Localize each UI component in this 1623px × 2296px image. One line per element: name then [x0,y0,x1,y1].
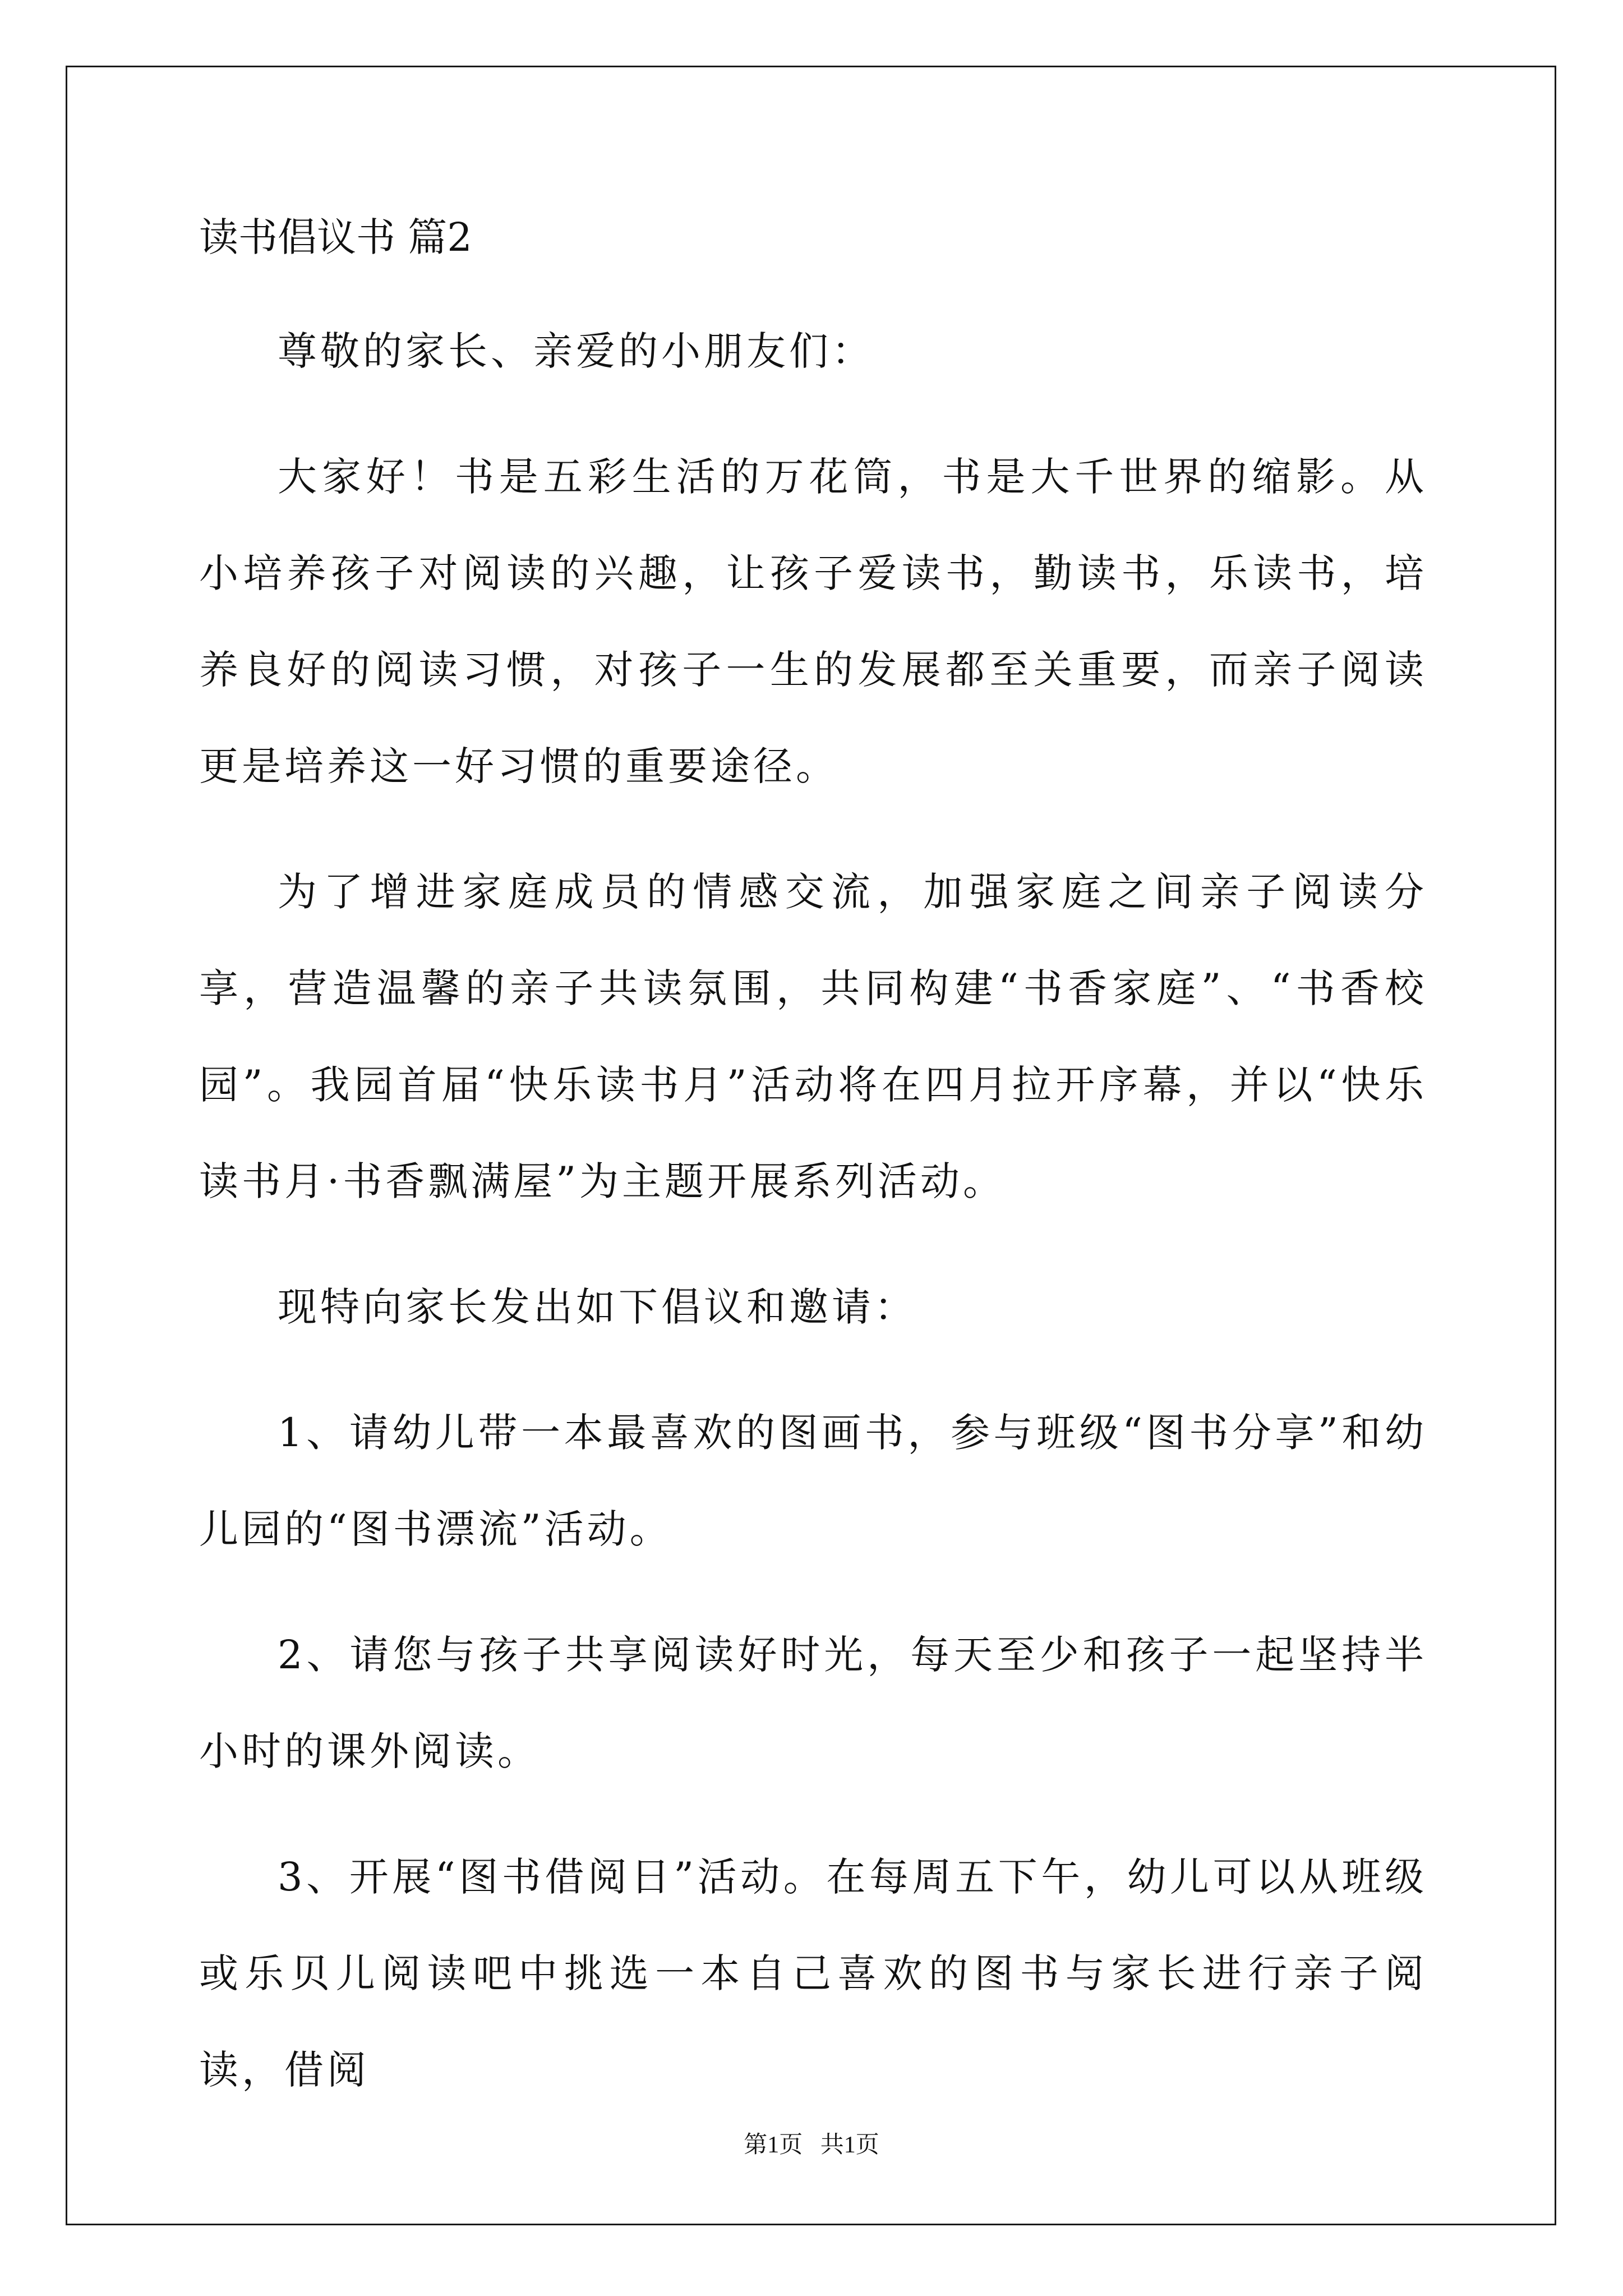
purpose-paragraph: 为了增进家庭成员的情感交流，加强家庭之间亲子阅读分享，营造温馨的亲子共读氛围，共同构建“书香家庭”、“书香校园”。我园首届“快乐读书月”活动将在四月拉开序幕，并以“快乐读书月·书香飘满屋”为主题开展系列活动。 [199,868,1427,1204]
greeting-paragraph: 尊敬的家长、亲爱的小朋友们： [278,328,874,374]
invitation-paragraph: 现特向家长发出如下倡议和邀请： [278,1283,917,1330]
item-1-paragraph: 1、请幼儿带一本最喜欢的图画书，参与班级“图书分享”和幼儿园的“图书漂流”活动。 [199,1409,1427,1552]
document-title: 读书倡议书 篇2 [199,214,472,260]
intro-paragraph: 大家好！书是五彩生活的万花筒，书是大千世界的缩影。从小培养孩子对阅读的兴趣，让孩子爱读书，勤读书，乐读书，培养良好的阅读习惯，对孩子一生的发展都至关重要，而亲子阅读更是培养这一好习惯的重要途径。 [199,453,1427,789]
item-3-paragraph: 3、开展“图书借阅日”活动。在每周五下午，幼儿可以从班级或乐贝儿阅读吧中挑选一本自己喜欢的图书与家长进行亲子阅读，借阅 [199,1853,1427,2093]
page-number-footer: 第1页 共1页 [744,2132,879,2158]
document-body [199,213,1427,2147]
item-2-paragraph: 2、请您与孩子共享阅读好时光，每天至少和孩子一起坚持半小时的课外阅读。 [199,1631,1427,1774]
